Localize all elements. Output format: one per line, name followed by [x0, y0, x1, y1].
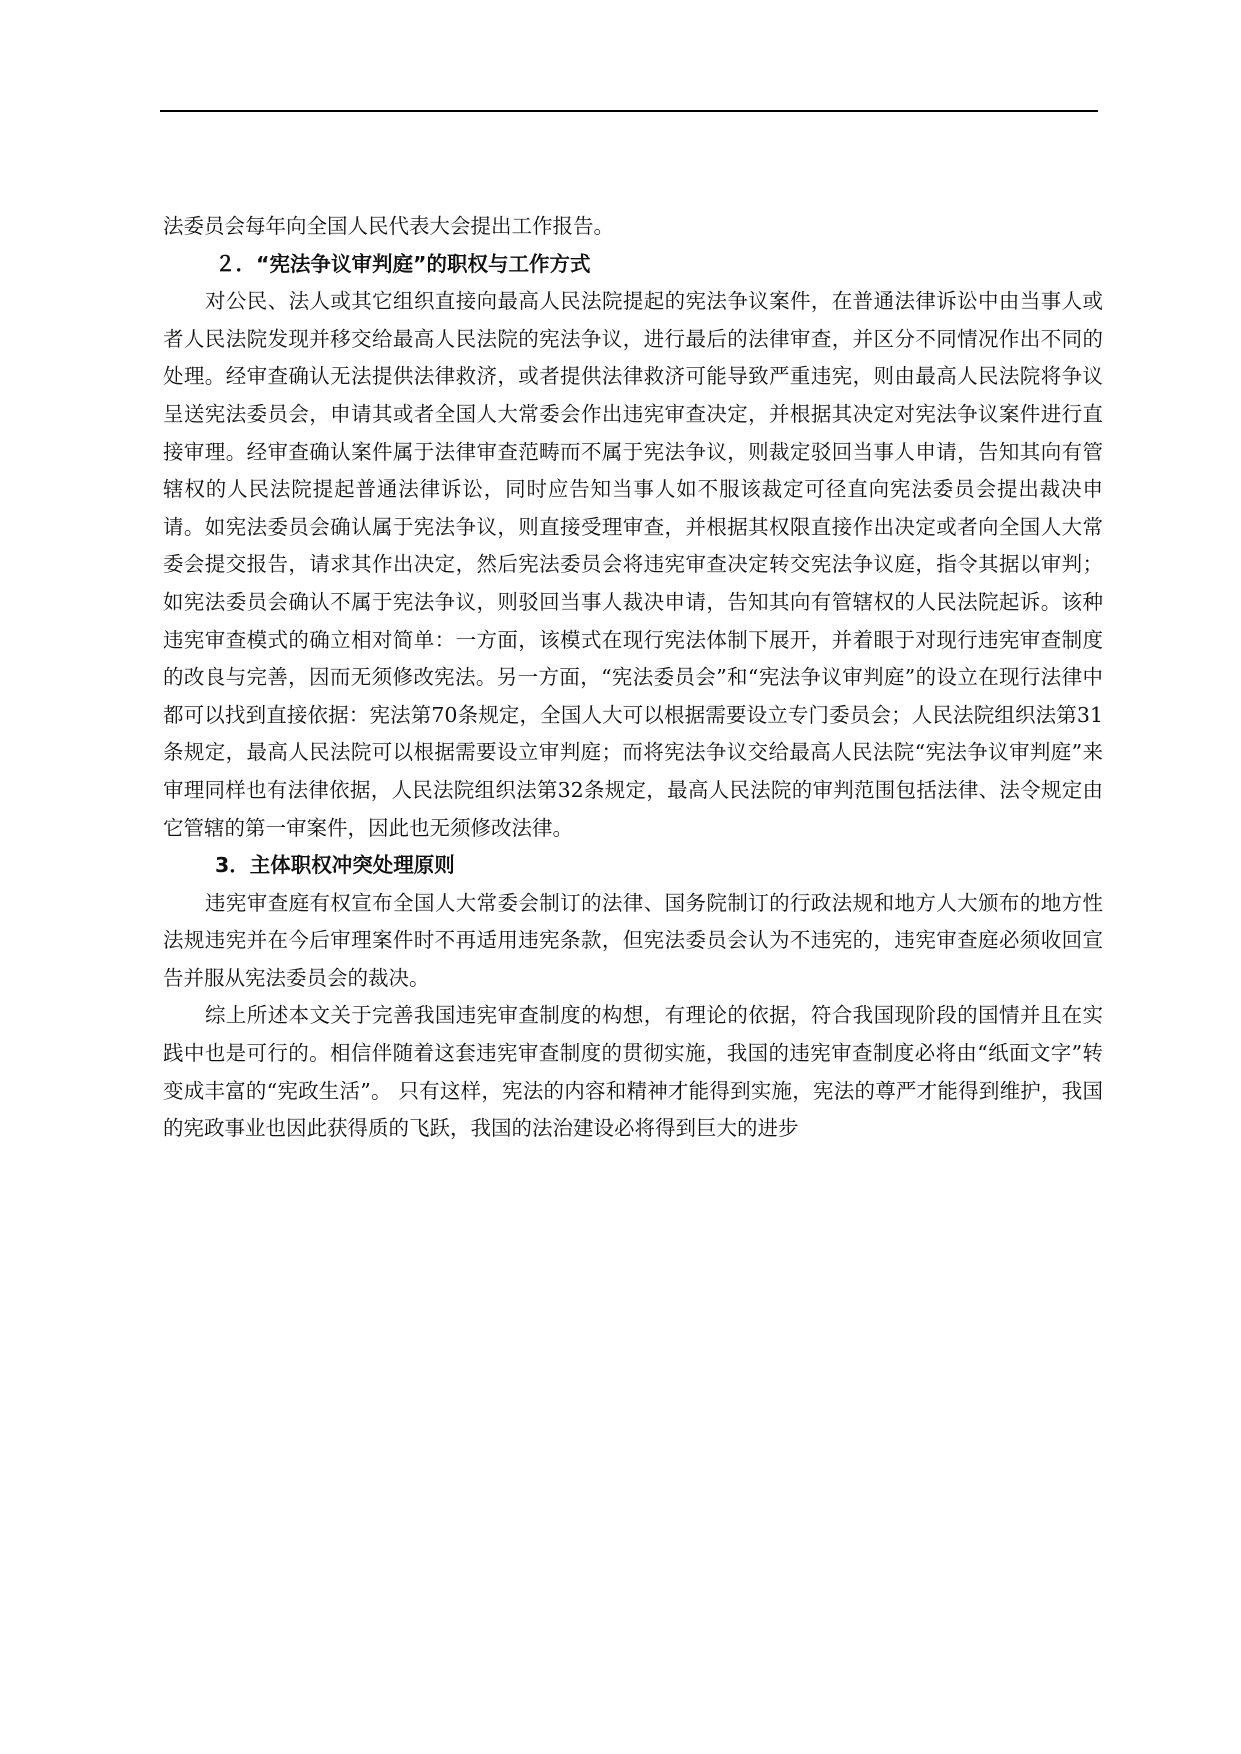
- paragraph-continuation: 法委员会每年向全国人民代表大会提出工作报告。: [163, 214, 614, 238]
- section-heading-2: ２．“宪法争议审判庭”的职权与工作方式: [215, 251, 591, 276]
- header-rule: [160, 110, 1098, 112]
- section-heading-3: 3．主体职权冲突处理原则: [215, 853, 455, 878]
- paragraph-conclusion: 综上所述本文关于完善我国违宪审查制度的构想，有理论的依据，符合我国现阶段的国情并且在实践中也是可行的。相信伴随着这套违宪审查制度的贯彻实施，我国的违宪审查制度必将由“纸面文字”转变成丰富的“宪政生活”。 只有这样，宪法的内容和精神才能得到实施，宪法的尊严才能得到维护，我国的宪政事业也因此获得质的飞跃，我国的法治建设必将得到巨大的进步: [163, 1003, 1103, 1141]
- paragraph-body: 违宪审查庭有权宣布全国人大常委会制订的法律、国务院制订的行政法规和地方人大颁布的地方性法规违宪并在今后审理案件时不再适用违宪条款，但宪法委员会认为不违宪的，违宪审查庭必须收回宣告并服从宪法委员会的裁决。: [163, 890, 1103, 990]
- paragraph-body: 对公民、法人或其它组织直接向最高人民法院提起的宪法争议案件，在普通法律诉讼中由当事人或者人民法院发现并移交给最高人民法院的宪法争议，进行最后的法律审查，并区分不同情况作出不同的处理。经审查确认无法提供法律救济，或者提供法律救济可能导致严重违宪，则由最高人民法院将争议呈送宪法委员会，申请其或者全国人大常委会作出违宪审查决定，并根据其决定对宪法争议案件进行直接审理。经审查确认案件属于法律审查范畴而不属于宪法争议，则裁定驳回当事人申请，告知其向有管辖权的人民法院提起普通法律诉讼，同时应告知当事人如不服该裁定可径直向宪法委员会提出裁决申请。如宪法委员会确认属于宪法争议，则直接受理审查，并根据其权限直接作出决定或者向全国人大常委会提交报告，请求其作出决定，然后宪法委员会将违宪审查决定转交宪法争议庭，指令其据以审判；如宪法委员会确认不属于宪法争议，则驳回当事人裁决申请，告知其向有管辖权的人民法院起诉。该种违宪审查模式的确立相对简单：一方面，该模式在现行宪法体制下展开，并着眼于对现行违宪审查制度的改良与完善，因而无须修改宪法。另一方面，“宪法委员会”和“宪法争议审判庭”的设立在现行法律中都可以找到直接依据：宪法第70条规定，全国人大可以根据需要设立专门委员会；人民法院组织法第31条规定，最高人民法院可以根据需要设立审判庭；而将宪法争议交给最高人民法院“宪法争议审判庭”来审理同样也有法律依据，人民法院组织法第32条规定，最高人民法院的审判范围包括法律、法令规定由它管辖的第一审案件，因此也无须修改法律。: [163, 289, 1103, 840]
- document-body: [163, 208, 1103, 1148]
